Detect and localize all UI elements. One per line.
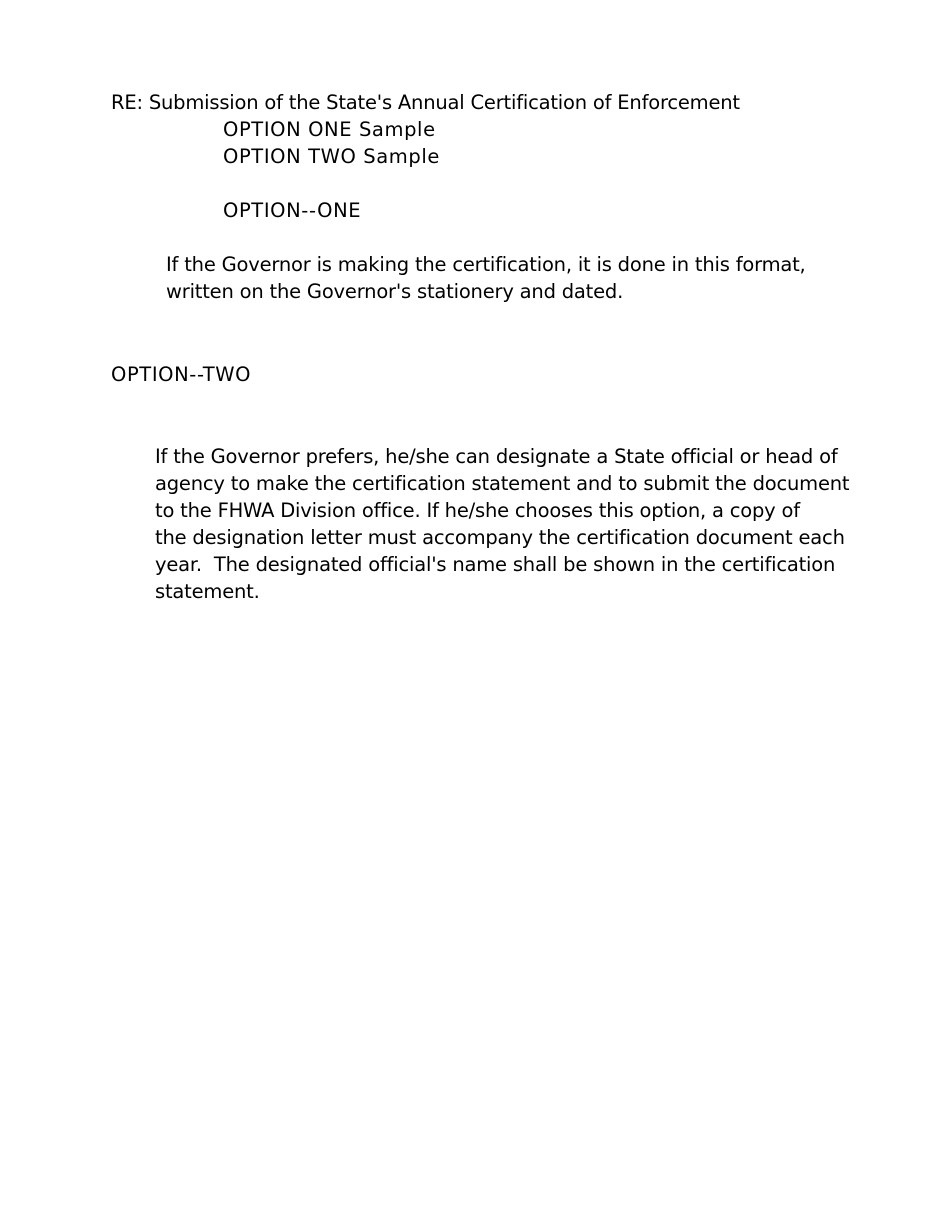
paragraph-line: statement. (155, 580, 260, 603)
paragraph-line: the designation letter must accompany the certification document each (155, 526, 845, 549)
paragraph-line: If the Governor is making the certification, it is done in this format, (166, 253, 806, 276)
option-one-paragraph (166, 251, 806, 305)
option-list-item-two: OPTION TWO Sample (223, 145, 440, 168)
option-two-paragraph (155, 443, 849, 605)
paragraph-line: written on the Governor's stationery and dated. (166, 280, 624, 303)
paragraph-line: agency to make the certification statement and to submit the document (155, 472, 850, 495)
re-subject-line: RE: Submission of the State's Annual Certification of Enforcement (111, 91, 740, 114)
option-list-item-one: OPTION ONE Sample (223, 118, 436, 141)
paragraph-line: year. The designated official's name shall be shown in the certification (155, 553, 836, 576)
option-two-heading: OPTION--TWO (111, 363, 252, 386)
option-one-heading: OPTION--ONE (223, 199, 362, 222)
paragraph-line: to the FHWA Division office. If he/she chooses this option, a copy of (155, 499, 800, 522)
paragraph-line: If the Governor prefers, he/she can designate a State official or head of (155, 445, 838, 468)
